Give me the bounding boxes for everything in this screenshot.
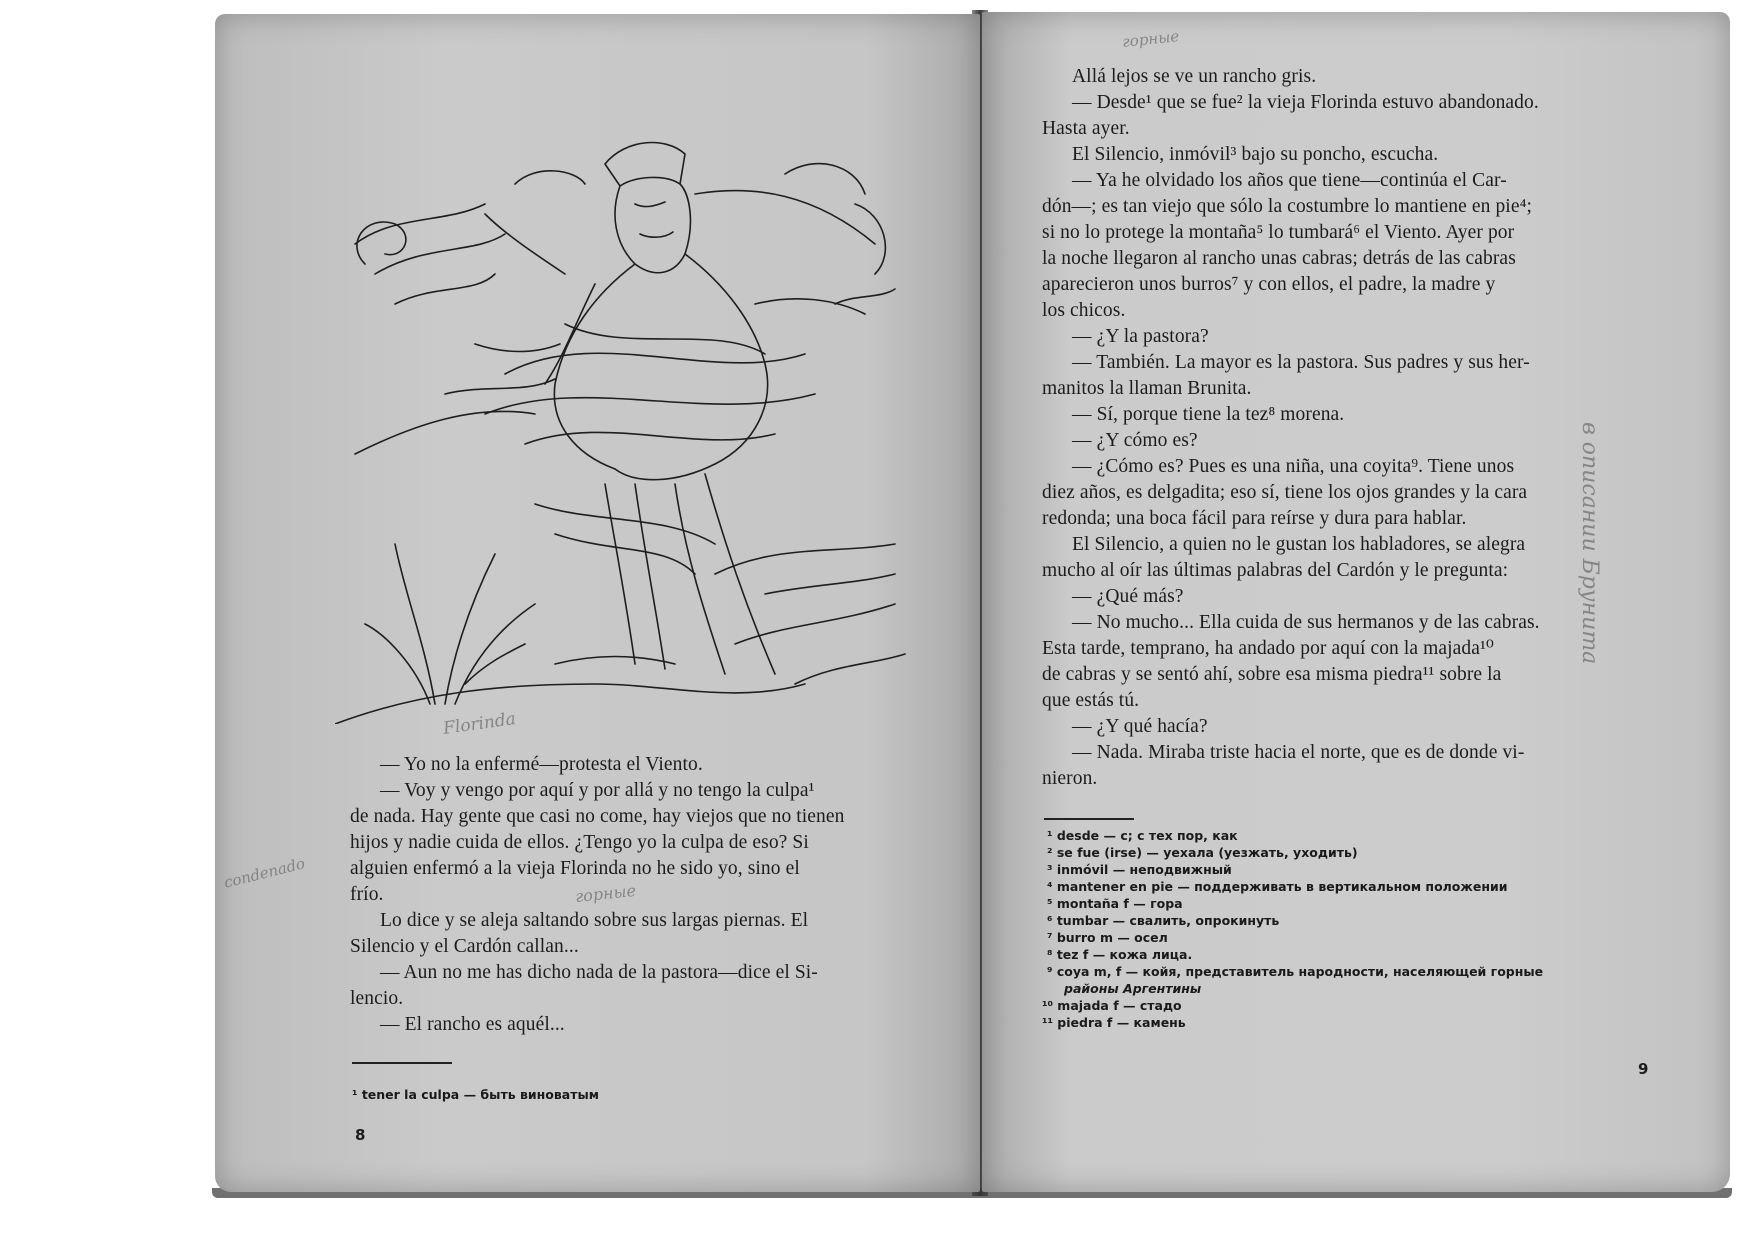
text-line: de cabras y se sentó ahí, sobre esa misma piedra¹¹ sobre la	[1042, 664, 1502, 685]
handwritten-margin-note: condenado	[222, 854, 307, 892]
text-line: — No mucho... Ella cuida de sus hermanos y de las cabras.	[1072, 612, 1540, 633]
right-page-text	[1042, 64, 1642, 792]
text-line: mucho al oír las últimas palabras del Cardón y le pregunta:	[1042, 560, 1509, 581]
footnote: ² se fue (irse) — уехала (уезжать, уходить)	[1047, 845, 1358, 860]
footnote: ⁴ mantener en pie — поддерживать в вертикальном положении	[1047, 879, 1508, 894]
footnote: ⁷ burro m — осел	[1047, 930, 1168, 945]
text-line: la noche llegaron al rancho unas cabras; detrás de las cabras	[1042, 248, 1516, 269]
handwritten-margin-note-right: в описании Брунита	[1577, 422, 1602, 665]
text-line: — Ya he olvidado los años que tiene—continúa el Car-	[1072, 170, 1507, 191]
footnote: ¹¹ piedra f — камень	[1042, 1015, 1186, 1030]
text-line: hijos y nadie cuida de ellos. ¿Tengo yo la culpa de eso? Si	[350, 832, 809, 853]
text-line: frío.	[350, 884, 384, 905]
footnote: ¹ tener la culpa — быть виноватым	[352, 1087, 599, 1102]
text-line: — Yo no la enfermé—protesta el Viento.	[380, 754, 703, 775]
text-line: diez años, es delgadita; eso sí, tiene los ojos grandes y la cara	[1042, 482, 1528, 503]
text-line: — Sí, porque tiene la tez⁸ morena.	[1072, 404, 1345, 425]
footnote-rule	[352, 1062, 452, 1064]
text-line: — ¿Y cómo es?	[1072, 430, 1198, 451]
text-line: alguien enfermó a la vieja Florinda no he sido yo, sino el	[350, 858, 800, 879]
text-line: Esta tarde, temprano, ha andado por aquí con la majada¹⁰	[1042, 638, 1494, 659]
handwritten-note-gornye: горные	[574, 880, 637, 907]
text-line: Silencio y el Cardón callan...	[350, 936, 579, 957]
text-line: dón—; es tan viejo que sólo la costumbre lo mantiene en pie⁴;	[1042, 196, 1532, 217]
text-line: que estás tú.	[1042, 690, 1140, 711]
right-page	[982, 12, 1730, 1192]
footnote: ⁶ tumbar — свалить, опрокинуть	[1047, 913, 1280, 928]
left-page-text	[350, 752, 930, 1038]
text-line: El Silencio, inmóvil³ bajo su poncho, escucha.	[1072, 144, 1439, 165]
page-number: 9	[1638, 1060, 1649, 1078]
page-number: 8	[355, 1126, 366, 1144]
footnote: ⁹ coya m, f — койя, представитель народности, населяющей горные	[1047, 964, 1544, 979]
text-line: Lo dice y se aleja saltando sobre sus largas piernas. El	[380, 910, 809, 931]
text-line: los chicos.	[1042, 300, 1126, 321]
text-line: redonda; una boca fácil para reírse y dura para hablar.	[1042, 508, 1467, 529]
footnote: ¹ desde — с; с тех пор, как	[1047, 828, 1238, 843]
footnote: ⁵ montaña f — гора	[1047, 896, 1183, 911]
text-line: nieron.	[1042, 768, 1098, 789]
handwritten-note-top: горные	[1121, 27, 1180, 51]
text-line: — ¿Y qué hacía?	[1072, 716, 1208, 737]
text-line: — ¿Y la pastora?	[1072, 326, 1209, 347]
text-line: — También. La mayor es la pastora. Sus padres y sus her-	[1072, 352, 1530, 373]
footnote-rule	[1044, 818, 1134, 820]
text-line: — Nada. Miraba triste hacia el norte, que es de donde vi-	[1072, 742, 1525, 763]
text-line: — Desde¹ que se fue² la vieja Florinda estuvo abandonado.	[1072, 92, 1539, 113]
text-line: Allá lejos se ve un rancho gris.	[1072, 66, 1317, 87]
footnote: ³ inmóvil — неподвижный	[1047, 862, 1232, 877]
text-line: — ¿Cómo es? Pues es una niña, una coyita⁹. Tiene unos	[1072, 456, 1515, 477]
text-line: El Silencio, a quien no le gustan los habladores, se alegra	[1072, 534, 1526, 555]
illustration-wind-figure	[335, 124, 910, 724]
text-line: aparecieron unos burros⁷ y con ellos, el padre, la madre y	[1042, 274, 1496, 295]
footnote: ⁸ tez f — кожа лица.	[1047, 947, 1193, 962]
text-line: si no lo protege la montaña⁵ lo tumbará⁶ el Viento. Ayer por	[1042, 222, 1515, 243]
text-line: Hasta ayer.	[1042, 118, 1130, 139]
handwritten-note-florinda: Florinda	[441, 709, 518, 739]
footnote: ¹⁰ majada f — стадо	[1042, 998, 1182, 1013]
text-line: de nada. Hay gente que casi no come, hay viejos que no tienen	[350, 806, 845, 827]
text-line: — Aun no me has dicho nada de la pastora—dice el Si-	[380, 962, 818, 983]
text-line: — Voy y vengo por aquí y por allá y no tengo la culpa¹	[380, 780, 815, 801]
text-line: — El rancho es aquél...	[380, 1014, 565, 1035]
text-line: manitos la llaman Brunita.	[1042, 378, 1252, 399]
left-page	[215, 14, 980, 1192]
text-line: lencio.	[350, 988, 404, 1009]
footnote-continuation: районы Аргентины	[1064, 981, 1202, 996]
text-line: — ¿Qué más?	[1072, 586, 1184, 607]
